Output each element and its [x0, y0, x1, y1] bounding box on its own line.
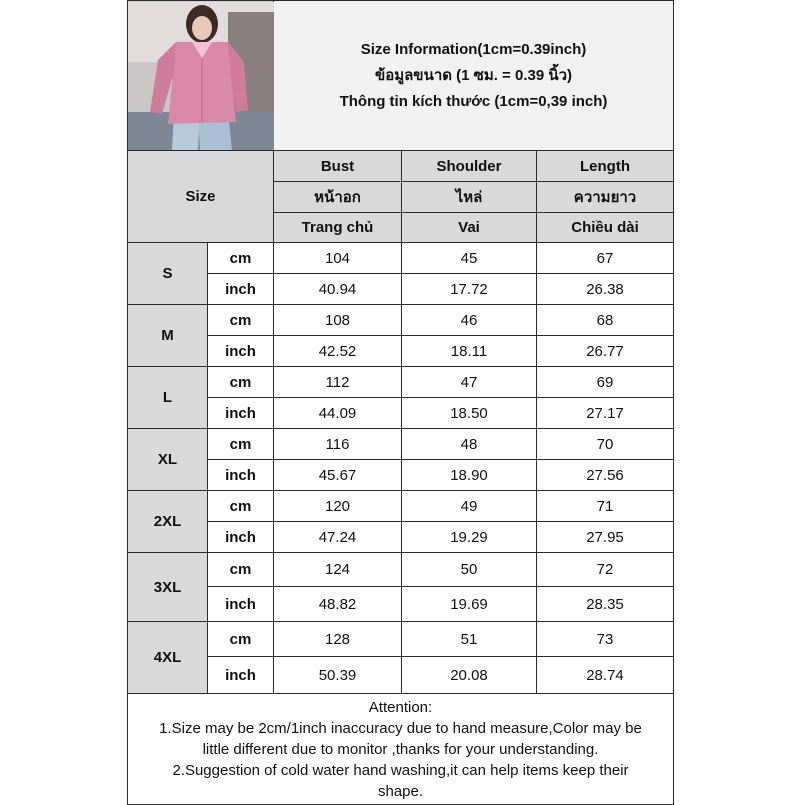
shoulder-value: 46	[402, 305, 537, 336]
unit-label-inch: inch	[208, 398, 274, 429]
shoulder-value: 51	[402, 622, 537, 657]
shoulder-value: 18.90	[402, 460, 537, 491]
shoulder-value: 19.29	[402, 522, 537, 553]
note-line-4: shape.	[377, 782, 424, 800]
size-label: 4XL	[128, 622, 208, 694]
length-value: 68	[537, 305, 674, 336]
shoulder-value: 47	[402, 367, 537, 398]
unit-label-inch: inch	[208, 336, 274, 367]
unit-label-inch: inch	[208, 274, 274, 305]
size-label: S	[128, 243, 208, 305]
shoulder-value: 18.50	[402, 398, 537, 429]
notes-row	[128, 694, 674, 805]
bust-value: 48.82	[274, 587, 402, 622]
size-row-cm	[128, 305, 674, 336]
bust-value: 112	[274, 367, 402, 398]
bust-value: 108	[274, 305, 402, 336]
size-row-inch	[128, 522, 674, 553]
title-line-en: Size Information(1cm=0.39inch)	[360, 40, 587, 58]
shoulder-value: 50	[402, 553, 537, 587]
bust-value: 47.24	[274, 522, 402, 553]
unit-label-cm: cm	[208, 367, 274, 398]
bust-value: 40.94	[274, 274, 402, 305]
size-label: XL	[128, 429, 208, 491]
size-row-inch	[128, 274, 674, 305]
unit-label-cm: cm	[208, 243, 274, 274]
size-row-cm	[128, 622, 674, 657]
length-value: 73	[537, 622, 674, 657]
length-value: 70	[537, 429, 674, 460]
col-header-bust: Bust	[274, 151, 402, 182]
unit-label-inch: inch	[208, 657, 274, 694]
shoulder-value: 48	[402, 429, 537, 460]
bust-value: 120	[274, 491, 402, 522]
size-label: M	[128, 305, 208, 367]
shoulder-value: 49	[402, 491, 537, 522]
header-row-en	[128, 151, 674, 182]
length-value: 28.74	[537, 657, 674, 694]
size-chart	[127, 0, 673, 800]
col-header-shoulder-vi: Vai	[402, 213, 537, 243]
bust-value: 116	[274, 429, 402, 460]
product-photo	[128, 1, 274, 151]
col-header-length-th: ความยาว	[537, 182, 674, 213]
note-line-2: little different due to monitor ,thanks for your understanding.	[202, 740, 599, 758]
col-header-shoulder-th: ไหล่	[402, 182, 537, 213]
shoulder-value: 45	[402, 243, 537, 274]
col-header-bust-vi: Trang chủ	[274, 213, 402, 243]
size-row-inch	[128, 657, 674, 694]
size-label: 2XL	[128, 491, 208, 553]
size-row-inch	[128, 398, 674, 429]
size-row-cm	[128, 429, 674, 460]
size-row-inch	[128, 460, 674, 491]
bust-value: 50.39	[274, 657, 402, 694]
col-header-length: Length	[537, 151, 674, 182]
length-value: 69	[537, 367, 674, 398]
title-row	[128, 1, 674, 151]
title-line-vi: Thông tin kích thước (1cm=0,39 inch)	[339, 92, 608, 110]
attention-notes	[128, 694, 674, 805]
shoulder-value: 20.08	[402, 657, 537, 694]
bust-value: 44.09	[274, 398, 402, 429]
title-line-th: ข้อมูลขนาด (1 ซม. = 0.39 นิ้ว)	[374, 66, 573, 84]
note-line-1: 1.Size may be 2cm/1inch inaccuracy due to hand measure,Color may be	[159, 719, 642, 737]
length-value: 71	[537, 491, 674, 522]
unit-label-cm: cm	[208, 305, 274, 336]
shoulder-value: 18.11	[402, 336, 537, 367]
size-row-inch	[128, 336, 674, 367]
bust-value: 124	[274, 553, 402, 587]
size-row-cm	[128, 243, 674, 274]
note-line-3: 2.Suggestion of cold water hand washing,it can help items keep their	[172, 761, 629, 779]
length-value: 27.95	[537, 522, 674, 553]
col-header-length-vi: Chiều dài	[537, 213, 674, 243]
size-label: L	[128, 367, 208, 429]
bust-value: 104	[274, 243, 402, 274]
size-row-cm	[128, 367, 674, 398]
size-rows	[128, 243, 674, 694]
size-row-inch	[128, 587, 674, 622]
size-header: Size	[128, 151, 274, 243]
size-table	[127, 0, 674, 805]
unit-label-inch: inch	[208, 460, 274, 491]
length-value: 26.38	[537, 274, 674, 305]
length-value: 27.56	[537, 460, 674, 491]
unit-label-cm: cm	[208, 429, 274, 460]
unit-label-cm: cm	[208, 553, 274, 587]
shoulder-value: 17.72	[402, 274, 537, 305]
note-heading: Attention:	[368, 698, 433, 716]
length-value: 67	[537, 243, 674, 274]
col-header-bust-th: หน้าอก	[274, 182, 402, 213]
bust-value: 128	[274, 622, 402, 657]
bust-value: 45.67	[274, 460, 402, 491]
size-row-cm	[128, 553, 674, 587]
length-value: 27.17	[537, 398, 674, 429]
unit-label-cm: cm	[208, 622, 274, 657]
unit-label-cm: cm	[208, 491, 274, 522]
shoulder-value: 19.69	[402, 587, 537, 622]
size-info-title	[274, 1, 674, 151]
length-value: 26.77	[537, 336, 674, 367]
unit-label-inch: inch	[208, 522, 274, 553]
bust-value: 42.52	[274, 336, 402, 367]
col-header-shoulder: Shoulder	[402, 151, 537, 182]
product-photo-illustration	[128, 2, 274, 150]
length-value: 28.35	[537, 587, 674, 622]
length-value: 72	[537, 553, 674, 587]
size-label: 3XL	[128, 553, 208, 622]
unit-label-inch: inch	[208, 587, 274, 622]
size-row-cm	[128, 491, 674, 522]
